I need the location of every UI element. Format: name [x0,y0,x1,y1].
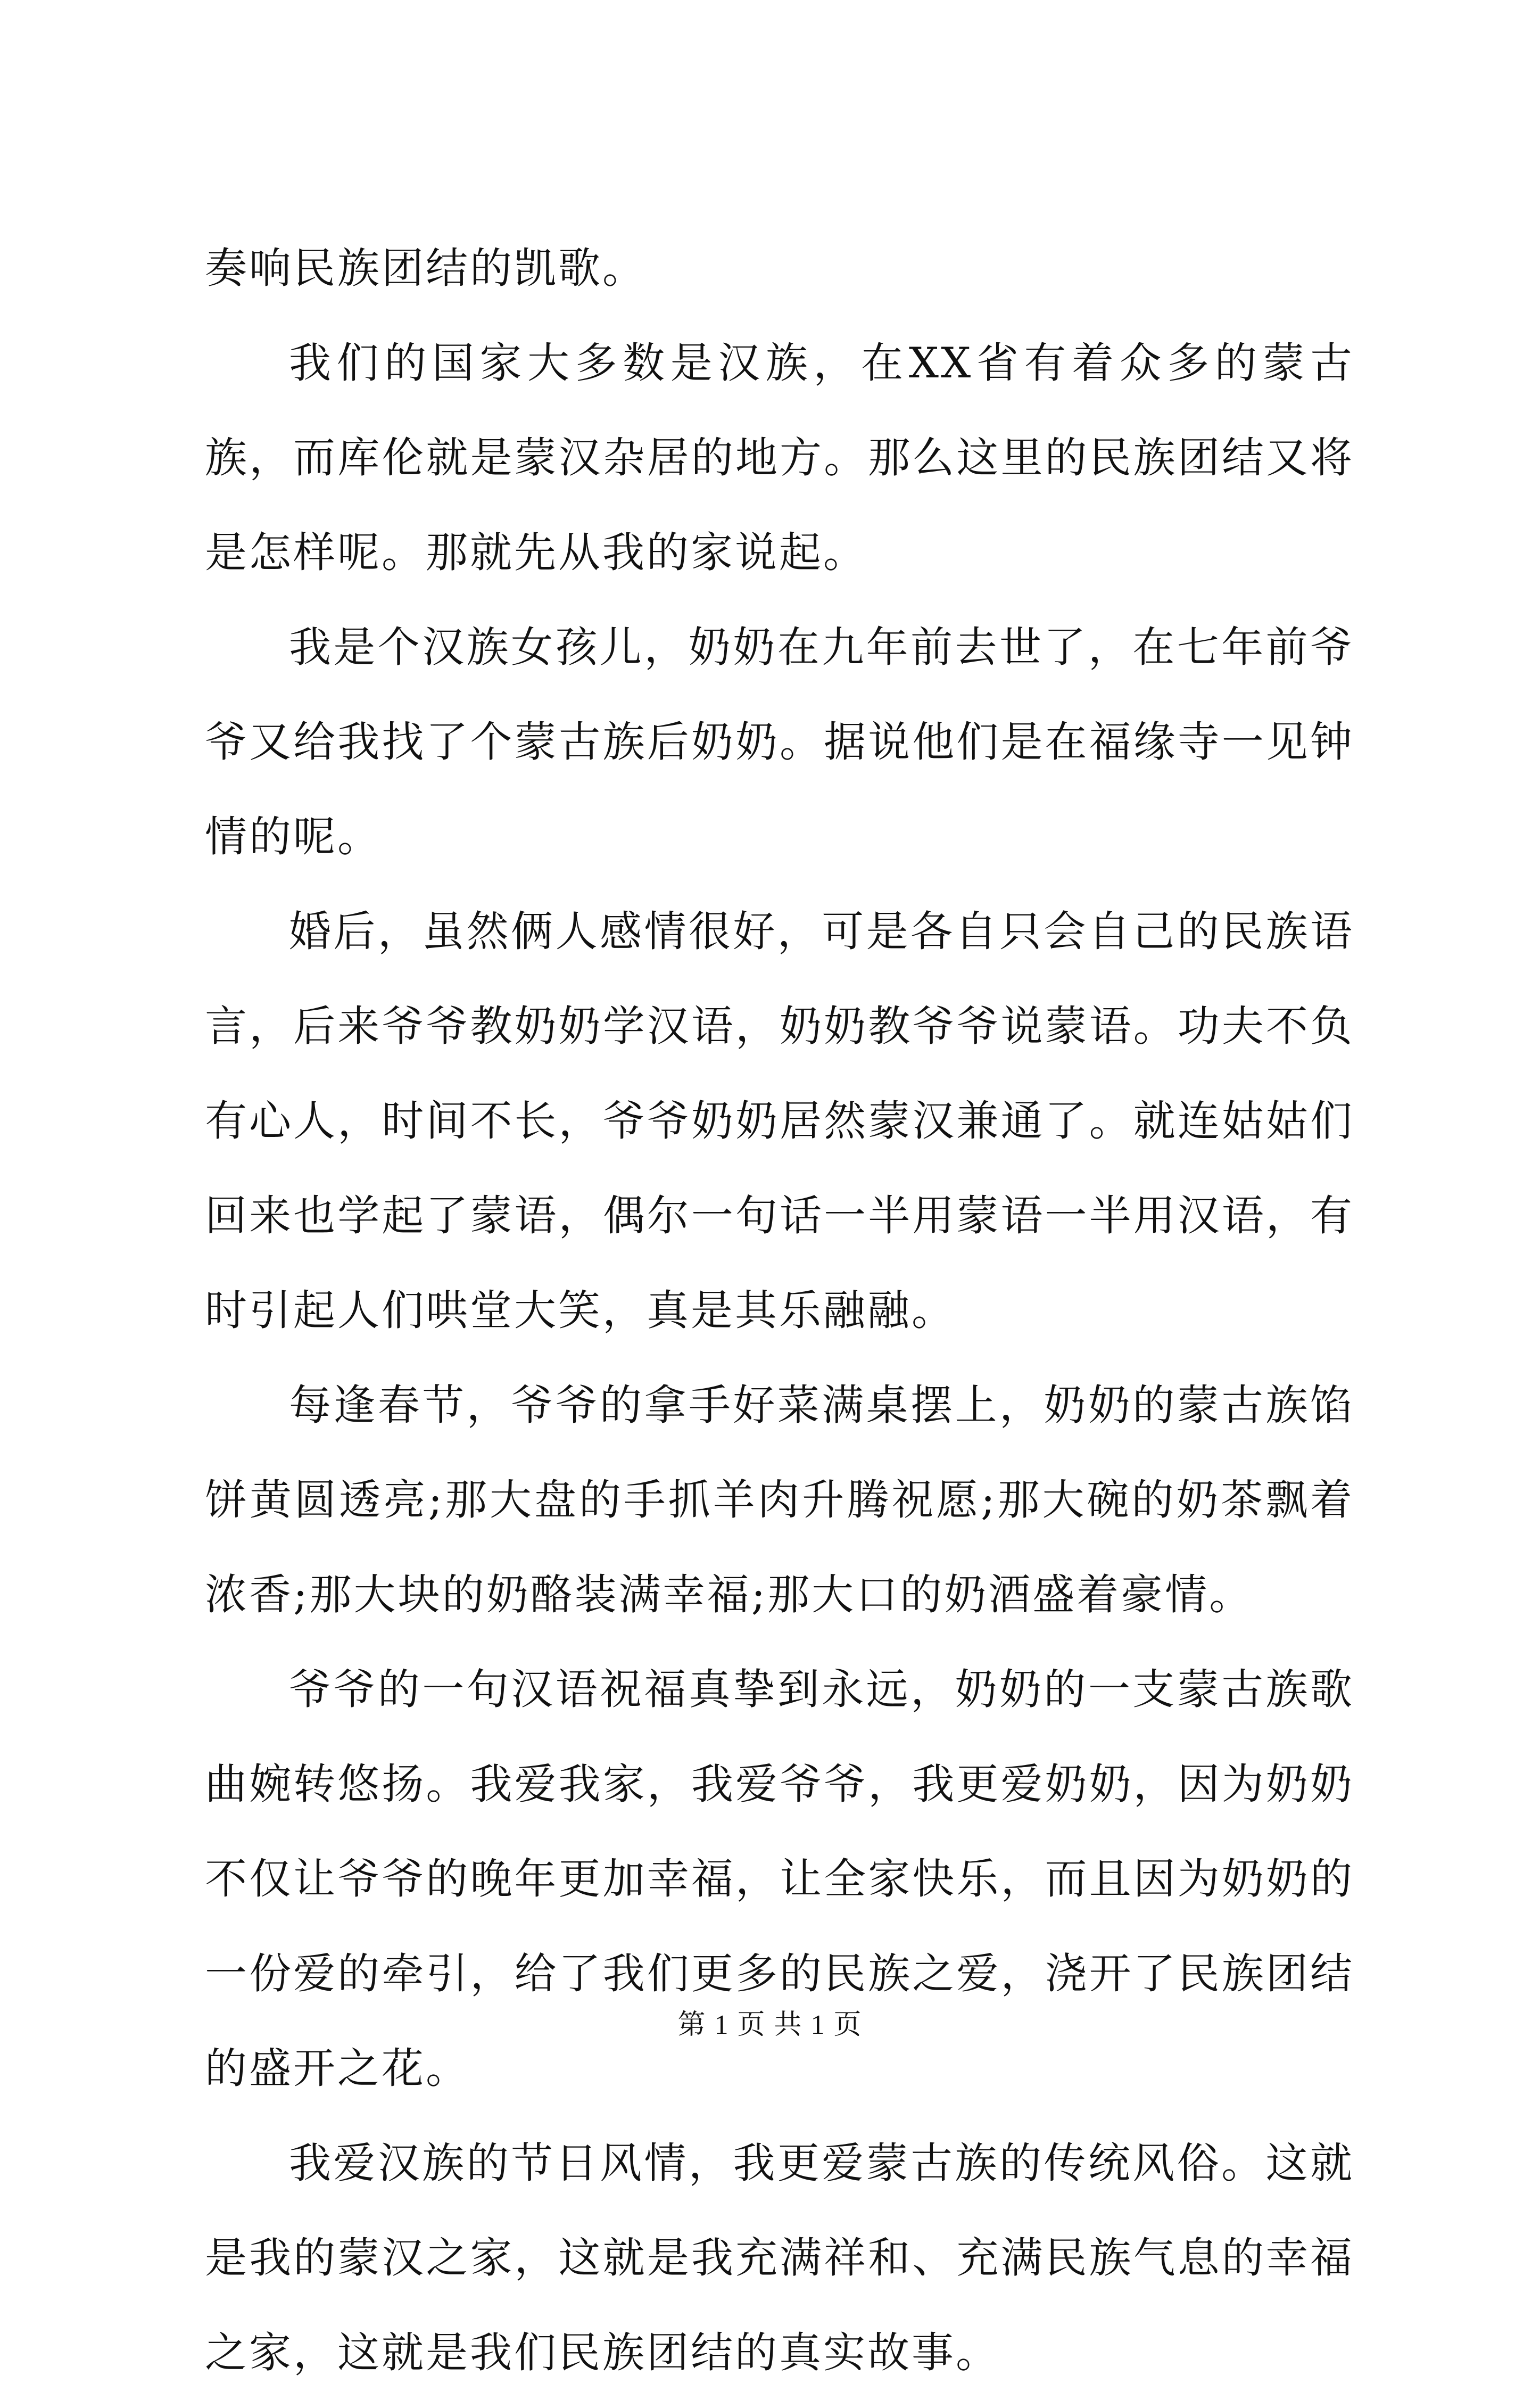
paragraph: 婚后，虽然俩人感情很好，可是各自只会自己的民族语言，后来爷爷教奶奶学汉语，奶奶教爷爷说蒙语。功夫不负有心人，时间不长，爷爷奶奶居然蒙汉兼通了。就连姑姑们回来也学起了蒙语，偶尔一句话一半用蒙语一半用汉语，有时引起人们哄堂大笑，真是其乐融融。 [205,907,1354,1335]
paragraph: 我们的国家大多数是汉族，在XX省有着众多的蒙古族，而库伦就是蒙汉杂居的地方。那么这里的民族团结又将是怎样呢。那就先从我的家说起。 [205,339,1354,577]
paragraph: 每逢春节，爷爷的拿手好菜满桌摆上，奶奶的蒙古族馅饼黄圆透亮;那大盘的手抓羊肉升腾祝愿;那大碗的奶茶飘着浓香;那大块的奶酪装满幸福;那大口的奶酒盛着豪情。 [205,1381,1354,1619]
paragraph-continuation: 奏响民族团结的凯歌。 [205,244,647,293]
paragraph: 我爱汉族的节日风情，我更爱蒙古族的传统风俗。这就是我的蒙汉之家，这就是我充满祥和、充满民族气息的幸福之家，这就是我们民族团结的真实故事。 [205,2139,1354,2377]
paragraph: 爷爷的一句汉语祝福真挚到永远，奶奶的一支蒙古族歌曲婉转悠扬。我爱我家，我爱爷爷，我更爱奶奶，因为奶奶不仅让爷爷的晚年更加幸福，让全家快乐，而且因为奶奶的一份爱的牵引，给了我们更多的民族之爱，浇开了民族团结的盛开之花。 [205,1665,1354,2093]
document-body [205,221,1354,2400]
page-footer: 第 1 页 共 1 页 [677,2010,863,2040]
paragraph: 我是个汉族女孩儿，奶奶在九年前去世了，在七年前爷爷又给我找了个蒙古族后奶奶。据说他们是在福缘寺一见钟情的呢。 [205,623,1354,861]
